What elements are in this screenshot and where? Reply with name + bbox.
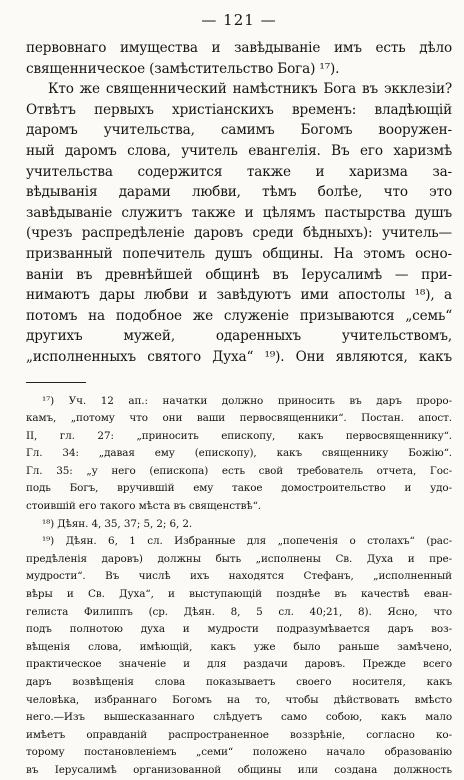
footnote-line: предѣленія даровъ) должны быть „исполнены Св. Духа и пре- (26, 552, 452, 565)
body-line: призванный попечитель душъ общины. На этомъ осно- (26, 245, 452, 262)
footnote-line: Гл. 34: „давая ему (епископу), какъ священнику Божію“. (26, 447, 452, 460)
body-line: ный даромъ слова, учитель евангелія. Въ его харизмѣ (26, 142, 452, 159)
footnote-line: стоившій его такого мѣста въ священствѣ“. (26, 500, 261, 513)
body-line: (чрезъ распредѣленіе даровъ среди бѣдныхъ): учитель— (26, 225, 452, 242)
footnote-line: подь Богъ, вручившій ему такое домостроительство и удо- (26, 482, 452, 495)
body-line: Отвѣтъ первыхъ христіанскихъ временъ: владѣющій (26, 101, 452, 118)
footnote-line: гелиста Филиппъ (ср. Дѣян. 8, 5 сл. 40;21, 8). Ясно, что (26, 605, 452, 618)
page-number: — 121 — (201, 11, 277, 29)
body-line: другихъ мужей, одаренныхъ учительствомъ, (26, 328, 452, 345)
footnotes (26, 393, 452, 780)
body-line: учительства содержится также и харизма за- (26, 163, 452, 180)
footnote-line: имѣетъ оправданій распространенное воззрѣніе, согласно ко- (26, 728, 452, 741)
body-line: „исполненныхъ святого Духа“ ¹⁹). Они являются, какъ (26, 348, 452, 365)
footnote-line: въ Іерусалимѣ организованной общины или создана должность (26, 763, 452, 776)
footnote-line: ¹⁷) Уч. 12 ап.: начатки должно приносить въ даръ проро- (42, 394, 452, 407)
footnote-divider (26, 382, 86, 383)
footnote-line: камъ, „потому что они ваши первосвященники“. Постан. апост. (26, 412, 452, 425)
body-line: ваніи въ древнѣйшей общинѣ въ Іерусалимѣ — при- (26, 266, 452, 283)
footnote-line: подъ полнотою духа и мудрости подразумѣвается даръ воз- (26, 623, 452, 636)
footnote-line: даръ возвѣщенія слова показываетъ своего носителя, какъ (26, 676, 452, 688)
body-line: первовнаго имущества и завѣдываніе имъ есть дѣло (26, 40, 452, 56)
body-line: завѣдываніе служитъ также и цѣлямъ пастырства душъ (26, 204, 452, 221)
body-line: вѣдыванія дарами любви, тѣмъ болѣе, что это (26, 184, 452, 201)
footnote-line: ¹⁸) Дѣян. 4, 35, 37; 5, 2; 6, 2. (42, 517, 193, 530)
body-line: потомъ на подобное же служеніе призываются „семь“ (26, 307, 452, 324)
footnote-line: вѣры и Св. Духа“, и выступающій позднѣе въ качествѣ еван- (26, 588, 452, 601)
footnote-line: II, гл. 27: „приносить епископу, какъ первосвященнику“. (26, 429, 452, 442)
footnote-line: торому постановленіемъ „семи“ положено начало образованію (26, 746, 452, 759)
footnote-line: мудрости“. Въ числѣ ихъ находятся Стефанъ, „исполненный (26, 570, 452, 583)
main-text (26, 38, 452, 368)
body-line: Кто же священнический намѣстникъ Бога въ экклезіи? (48, 81, 452, 98)
footnote-line: него.—Изъ вышесказаннаго слѣдуетъ само собою, какъ мало (26, 711, 452, 724)
footnote-line: практическое значеніе и для раздачи даровъ. Прежде всего (26, 658, 452, 671)
footnote-line: Гл. 35: „у него (епископа) есть свой требователь отчета, Гос- (26, 464, 452, 477)
body-line: нимаютъ дары любви и завѣдуютъ ими апостолы ¹⁸), а (26, 287, 452, 304)
footnote-line: вѣщенія слова, имѣющій, какъ уже было раньше замѣчено, (26, 640, 452, 653)
body-line: даромъ учительства, самимъ Богомъ вооружен- (26, 122, 452, 139)
footnote-line: человѣка, избраннаго Богомъ на то, чтобы дѣйствовать вмѣсто (26, 693, 452, 706)
footnote-line: ¹⁹) Дѣян. 6, 1 сл. Избранные для „попеченія о столахъ“ (рас- (42, 535, 452, 548)
body-line: священническое (замѣстительство Бога) ¹⁷). (26, 60, 340, 77)
